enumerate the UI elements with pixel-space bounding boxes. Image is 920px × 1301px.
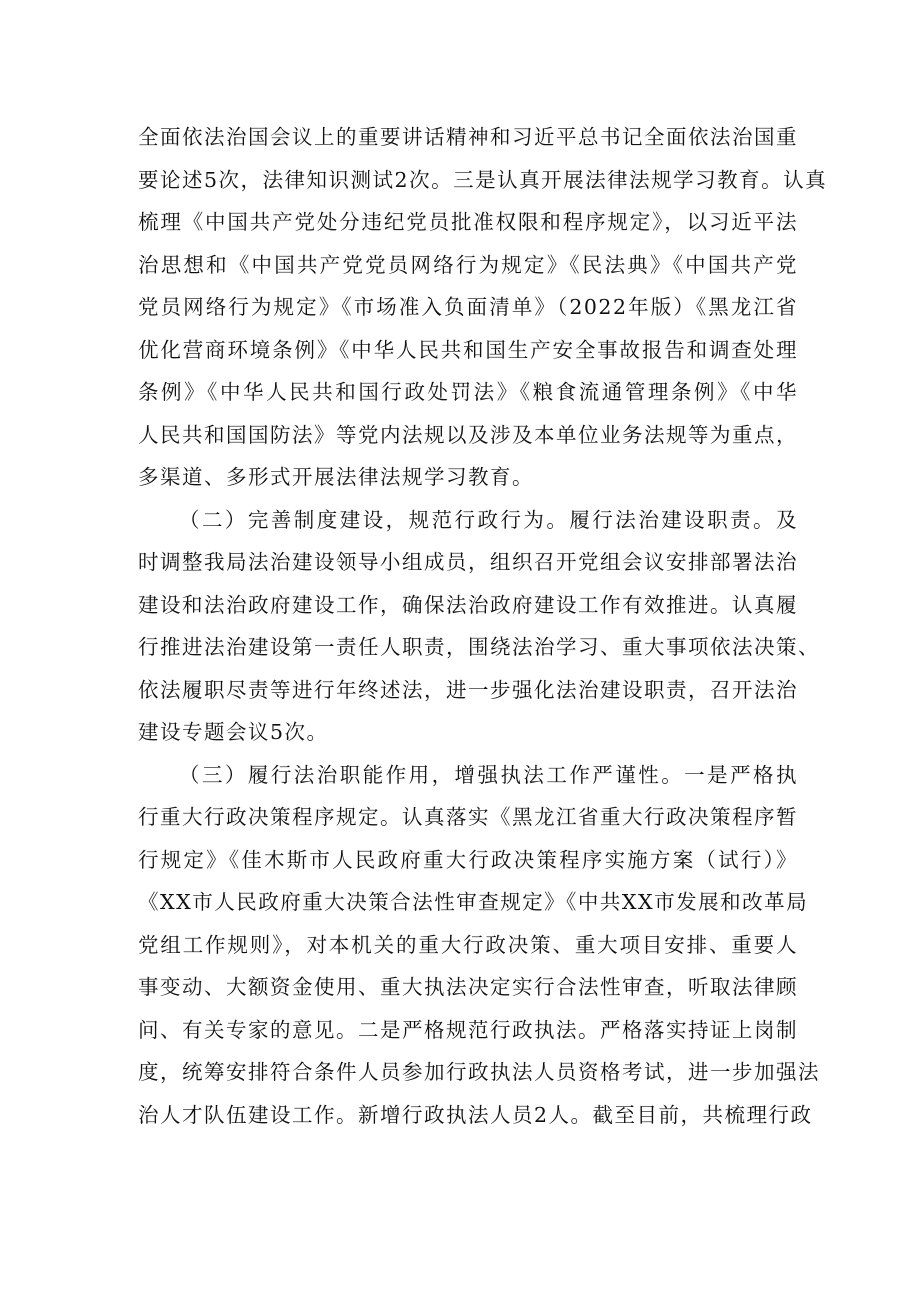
text-line: 度，统筹安排符合条件人员参加行政执法人员资格考试，进一步加强法 — [138, 1060, 820, 1084]
text-line: 问、有关专家的意见。二是严格规范行政执法。严格落实持证上岗制 — [138, 1017, 798, 1042]
text-line: （二）完善制度建设，规范行政行为。履行法治建设职责。及 — [179, 507, 798, 532]
text-line: 要论述5次，法律知识测试2次。三是认真开展法律法规学习教育。认真 — [138, 167, 828, 192]
paragraph-1 — [138, 116, 828, 499]
text-line: 行推进法治建设第一责任人职责，围绕法治学习、重大事项依法决策、 — [138, 635, 820, 659]
text-line: 行重大行政决策程序规定。认真落实《黑龙江省重大行政决策程序暂 — [138, 805, 798, 829]
text-line: 全面依法治国会议上的重要讲话精神和习近平总书记全面依法治国重 — [138, 125, 798, 149]
document-body — [138, 116, 828, 1136]
text-line: 建设专题会议5次。 — [138, 720, 329, 744]
text-line: 人民共和国国防法》等党内法规以及涉及本单位业务法规等为重点， — [138, 422, 798, 447]
text-line: 建设和法治政府建设工作，确保法治政府建设工作有效推进。认真履 — [138, 592, 798, 617]
text-line: （三）履行法治职能作用，增强执法工作严谨性。一是严格执 — [179, 762, 798, 787]
text-line: 《XX市人民政府重大决策合法性审查规定》《中共XX市发展和改革局 — [138, 890, 809, 914]
text-line: 多渠道、多形式开展法律法规学习教育。 — [138, 465, 534, 489]
text-line: 行规定》《佳木斯市人民政府重大行政决策程序实施方案（试行）》 — [138, 847, 798, 872]
text-line: 依法履职尽责等进行年终述法，进一步强化法治建设职责，召开法治 — [138, 677, 798, 702]
text-line: 梳理《中国共产党处分违纪党员批准权限和程序规定》，以习近平法 — [138, 210, 798, 234]
text-line: 党员网络行为规定》《市场准入负面清单》（2022年版）《黑龙江省 — [138, 295, 798, 319]
text-line: 优化营商环境条例》《中华人民共和国生产安全事故报告和调查处理 — [138, 337, 798, 362]
text-line: 事变动、大额资金使用、重大执法决定实行合法性审查，听取法律顾 — [138, 975, 798, 999]
paragraph-2 — [138, 499, 820, 754]
text-line: 条例》《中华人民共和国行政处罚法》《粮食流通管理条例》《中华 — [138, 380, 798, 404]
text-line: 时调整我局法治建设领导小组成员，组织召开党组会议安排部署法治 — [138, 550, 798, 574]
text-line: 治思想和《中国共产党党员网络行为规定》《民法典》《中国共产党 — [138, 252, 798, 277]
text-line: 党组工作规则》，对本机关的重大行政决策、重大项目安排、重要人 — [138, 932, 798, 957]
text-line: 治人才队伍建设工作。新增行政执法人员2人。截至目前，共梳理行政 — [138, 1102, 813, 1127]
paragraph-3 — [138, 754, 820, 1137]
